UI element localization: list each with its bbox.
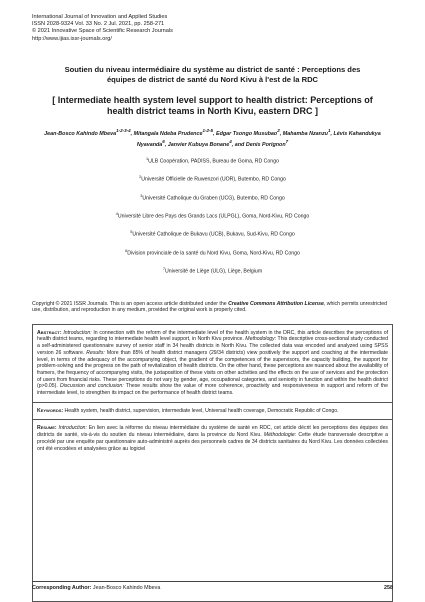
license-notice: Copyright © 2021 ISSR Journals. This is an open access article distributed under the Creative Commons Attribution License, which permits unrestricted use, distribution, and reproduction in any medium, provided the original work is properly cited. bbox=[32, 300, 387, 314]
keywords-label: Keywords: bbox=[37, 407, 64, 414]
title-english: [ Intermediate health system level support to health district: Perceptions of health district teams in North Kivu, eastern DRC ] bbox=[52, 94, 373, 116]
journal-header bbox=[32, 14, 393, 43]
author: Lévis Kahandukya Nyavanda$^6$, bbox=[136, 130, 381, 148]
author: Mahamba Nzanzu$^1$, bbox=[282, 127, 334, 137]
author: Jean-Bosco Kahindo Mbeva$^{1-2-3-4}$, bbox=[44, 127, 134, 137]
author: Mitangala Ndeba Prudence$^{1-2-5}$, bbox=[133, 127, 216, 137]
resume-label: Resume: bbox=[37, 425, 57, 432]
corresponding-author: Corresponding Author: Jean-Bosco Kahindo Mbeva bbox=[32, 585, 161, 591]
author: Janvier Kubuya Bonane$^4$, and bbox=[167, 138, 246, 148]
affiliation: $^6$Division provinciale de la santé du Nord Kivu, Goma, Nord-Kivu, RD Congo bbox=[125, 248, 300, 257]
abstract-divider bbox=[33, 402, 392, 403]
abstract-english: Abstract: Introduction: In connection with the reform of the intermediate level of the health system in the DRC, this article describes the perceptions of health district teams, regarding to intermediate health level support, in North Kivu province. Methodology: This descriptive cross-sectional study conducted a self-administered questionnaire survey of senior staff in 34 health districts in North Kivu. The collected data was encoded and analyzed using SPSS version 26 software. Results: More than 85% of health district managers (29/34 districts) view positively the support and coaching at the intermediate level, in terms of the adequacy of the accompanying object, the gradient of the competences of the supervisors, the capacity building, the support for problem-solving and the progress on the path of revitalization of health districts. On the other hand, these perceptions are nuanced about the availability of framers, the frequency of accompanying visits, the juxtaposition of these visits on other activities and the effects on the use of services and the protection of users from financial risks. These perceptions do not vary by gender, age, occupational categories, and seniority in function and within the health district (p>0.05). Discussion and conclusion: These results show the value of more coherence, proactivity and responsiveness in support and reform of the intermediate level, to strengthen its impact on the performance of health district teams. bbox=[37, 329, 389, 397]
affiliation: $^3$Université Catholique du Graben (UCG), Butembo, RD Congo bbox=[140, 193, 285, 202]
author-list bbox=[40, 127, 385, 149]
journal-copyright: © 2021 Innovative Space of Scientific Research Journals bbox=[32, 28, 173, 35]
affiliation: $^7$Université de Liège (ULG), Liège, Belgium bbox=[162, 267, 263, 275]
keywords: Keywords: Health system, health district, supervision, intermediate level, Universal health coverage, Democratic Republic of Congo. bbox=[37, 407, 339, 414]
journal-url[interactable]: http://www.ijias.issr-journals.org/ bbox=[32, 35, 112, 42]
affiliation: $^2$Université Officielle de Ruwenzori (UOR), Butembo, RD Congo bbox=[139, 175, 286, 183]
affiliation: $^1$ULB Coopération, PADISS, Bureau de Goma, RD Congo bbox=[146, 156, 279, 165]
author: Edgar Tsongo Musubao$^2$, bbox=[216, 127, 283, 137]
affiliation: $^4$Université Libre des Pays des Grands Lacs (ULPGL), Goma, Nord-Kivu, RD Congo bbox=[115, 211, 310, 220]
abstract-label: Abstract: bbox=[37, 329, 62, 336]
journal-issn: ISSN 2028-9324 Vol. 33 No. 2 Jul. 2021, pp. 258-271 bbox=[32, 21, 165, 28]
title-french: Soutien du niveau intermédiaire du système au district de santé : Perceptions des équipes de district de santé du Nord Kivu à l'est de la RDC bbox=[64, 64, 361, 84]
affiliation: $^5$Université Catholique de Bukavu (UCB), Bukavu, Sud-Kivu, RD Congo bbox=[130, 230, 295, 239]
journal-name: International Journal of Innovation and Applied Studies bbox=[32, 14, 168, 20]
author: Denis Porignon$^7$ bbox=[245, 138, 289, 148]
keywords-divider bbox=[33, 419, 392, 420]
license-name[interactable]: Creative Commons Attribution License bbox=[228, 300, 324, 307]
page-footer bbox=[32, 581, 393, 591]
abstract-french: Resume: Introduction: En lien avec la réforme du niveau intermédiaire du système de santé en RDC, cet article décrit les perceptions des équipes des districts de santé, vis-à-vis du soutien du niveau intermédiaire, dans la province du Nord Kivu. Méthodologie: Cette étude transversale descriptive a procédé par une enquête par questionnaire auto-administré auprès des personnels cadres de 34 districts sanitaires du Nord Kivu. Les données collectées ont été encodées et analysées grâce au logiciel bbox=[37, 425, 388, 452]
affiliation-list bbox=[32, 156, 393, 285]
page-number: 258 bbox=[384, 585, 393, 591]
abstract-box bbox=[32, 324, 393, 602]
